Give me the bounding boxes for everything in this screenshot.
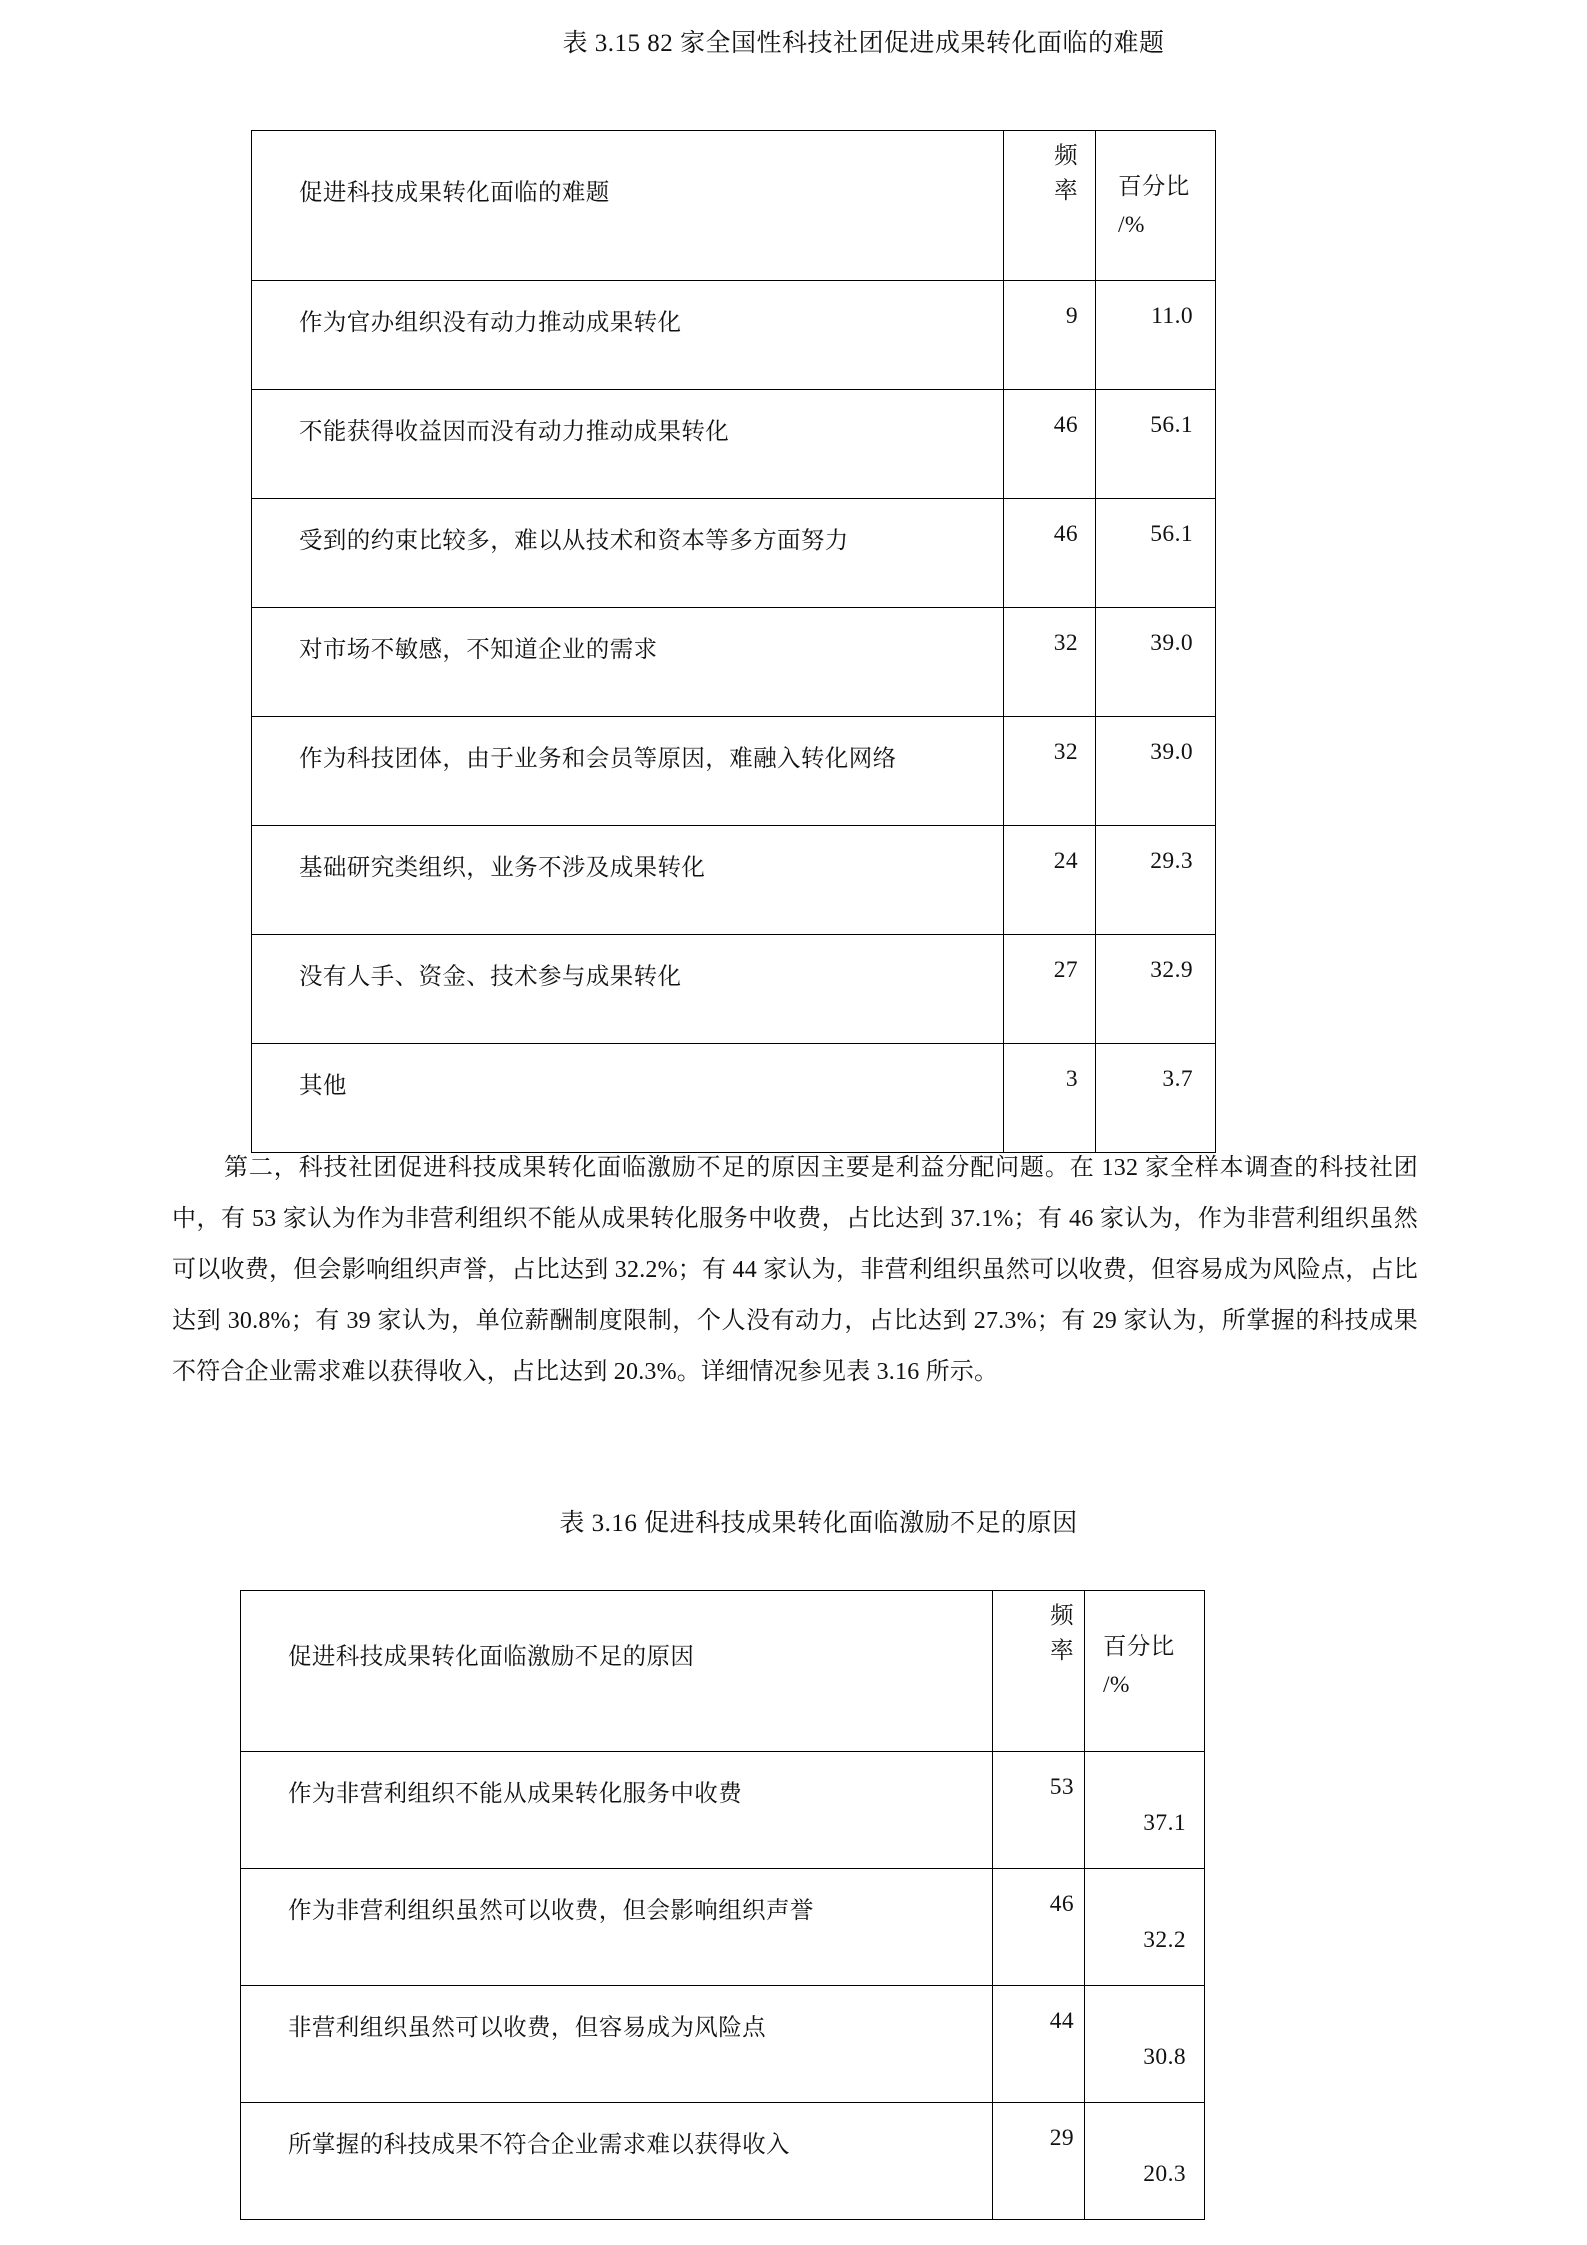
table-row xyxy=(252,608,1216,717)
row-label: 作为科技团体，由于业务和会员等原因，难融入转化网络 xyxy=(252,717,1004,826)
table-3-16-body xyxy=(241,1591,1205,2220)
column-header-frequency-line1: 频 xyxy=(1054,143,1078,169)
row-percent: 37.1 xyxy=(1085,1752,1205,1869)
row-label: 其他 xyxy=(252,1044,1004,1153)
row-frequency: 44 xyxy=(993,1986,1085,2103)
row-label: 作为非营利组织虽然可以收费，但会影响组织声誉 xyxy=(241,1869,993,1986)
table-row xyxy=(241,1752,1205,1869)
row-percent: 3.7 xyxy=(1096,1044,1216,1153)
row-frequency: 9 xyxy=(1004,281,1096,390)
column-header-percent xyxy=(1096,131,1216,281)
table-3-15 xyxy=(251,130,1216,1153)
table-row xyxy=(252,281,1216,390)
row-frequency: 53 xyxy=(993,1752,1085,1869)
row-percent: 39.0 xyxy=(1096,608,1216,717)
row-percent: 11.0 xyxy=(1096,281,1216,390)
row-frequency: 46 xyxy=(1004,390,1096,499)
row-label: 没有人手、资金、技术参与成果转化 xyxy=(252,935,1004,1044)
body-paragraph: 第二，科技社团促进科技成果转化面临激励不足的原因主要是利益分配问题。在 132 家全样本调查的科技社团中，有 53 家认为作为非营利组织不能从成果转化服务中收费，占比达到 37.1%；有 46 家认为，作为非营利组织虽然可以收费，但会影响组织声誉，占比达到 32.2%；有 44 家认为，非营利组织虽然可以收费，但容易成为风险点，占比达到 30.8%；有 39 家认为，单位薪酬制度限制，个人没有动力，占比达到 27.3%；有 29 家认为，所掌握的科技成果不符合企业需求难以获得收入，占比达到 20.3%。详细情况参见表 3.16 所示。 xyxy=(172,1155,1418,1385)
row-frequency: 24 xyxy=(1004,826,1096,935)
table-3-16-caption: 表 3.16 促进科技成果转化面临激励不足的原因 xyxy=(559,1510,1078,1537)
column-header-percent xyxy=(1085,1591,1205,1752)
column-header-frequency-line1: 频 xyxy=(1050,1603,1074,1629)
table-row xyxy=(241,2103,1205,2220)
table-header-row xyxy=(241,1591,1205,1752)
row-label: 非营利组织虽然可以收费，但容易成为风险点 xyxy=(241,1986,993,2103)
column-header-label: 促进科技成果转化面临的难题 xyxy=(252,131,1004,281)
table-3-15-body xyxy=(252,131,1216,1153)
row-frequency: 29 xyxy=(993,2103,1085,2220)
row-label: 对市场不敏感，不知道企业的需求 xyxy=(252,608,1004,717)
column-header-label: 促进科技成果转化面临激励不足的原因 xyxy=(241,1591,993,1752)
row-percent: 39.0 xyxy=(1096,717,1216,826)
row-percent: 30.8 xyxy=(1085,1986,1205,2103)
row-frequency: 32 xyxy=(1004,608,1096,717)
column-header-frequency-line2: 率 xyxy=(1054,177,1078,204)
row-label: 作为非营利组织不能从成果转化服务中收费 xyxy=(241,1752,993,1869)
column-header-percent-line2: /% xyxy=(1118,212,1145,239)
table-row xyxy=(252,826,1216,935)
row-label: 受到的约束比较多，难以从技术和资本等多方面努力 xyxy=(252,499,1004,608)
row-percent: 56.1 xyxy=(1096,390,1216,499)
column-header-percent-line1: 百分比 xyxy=(1118,174,1190,200)
row-label: 不能获得收益因而没有动力推动成果转化 xyxy=(252,390,1004,499)
table-row xyxy=(252,499,1216,608)
row-label: 基础研究类组织，业务不涉及成果转化 xyxy=(252,826,1004,935)
table-row xyxy=(241,1869,1205,1986)
table-header-row xyxy=(252,131,1216,281)
column-header-percent-line1: 百分比 xyxy=(1103,1634,1175,1660)
table-row xyxy=(252,390,1216,499)
row-percent: 20.3 xyxy=(1085,2103,1205,2220)
column-header-frequency xyxy=(1004,131,1096,281)
row-label: 作为官办组织没有动力推动成果转化 xyxy=(252,281,1004,390)
column-header-percent-line2: /% xyxy=(1103,1672,1130,1699)
table-3-15-caption: 表 3.15 82 家全国性科技社团促进成果转化面临的难题 xyxy=(562,30,1165,57)
row-percent: 29.3 xyxy=(1096,826,1216,935)
row-percent: 56.1 xyxy=(1096,499,1216,608)
table-row xyxy=(252,717,1216,826)
row-frequency: 27 xyxy=(1004,935,1096,1044)
row-frequency: 46 xyxy=(993,1869,1085,1986)
row-frequency: 46 xyxy=(1004,499,1096,608)
table-3-16 xyxy=(240,1590,1205,2220)
row-percent: 32.2 xyxy=(1085,1869,1205,1986)
row-percent: 32.9 xyxy=(1096,935,1216,1044)
table-row xyxy=(241,1986,1205,2103)
column-header-frequency xyxy=(993,1591,1085,1752)
column-header-frequency-line2: 率 xyxy=(1050,1637,1074,1664)
table-row xyxy=(252,935,1216,1044)
row-label: 所掌握的科技成果不符合企业需求难以获得收入 xyxy=(241,2103,993,2220)
row-frequency: 3 xyxy=(1004,1044,1096,1153)
table-row xyxy=(252,1044,1216,1153)
row-frequency: 32 xyxy=(1004,717,1096,826)
